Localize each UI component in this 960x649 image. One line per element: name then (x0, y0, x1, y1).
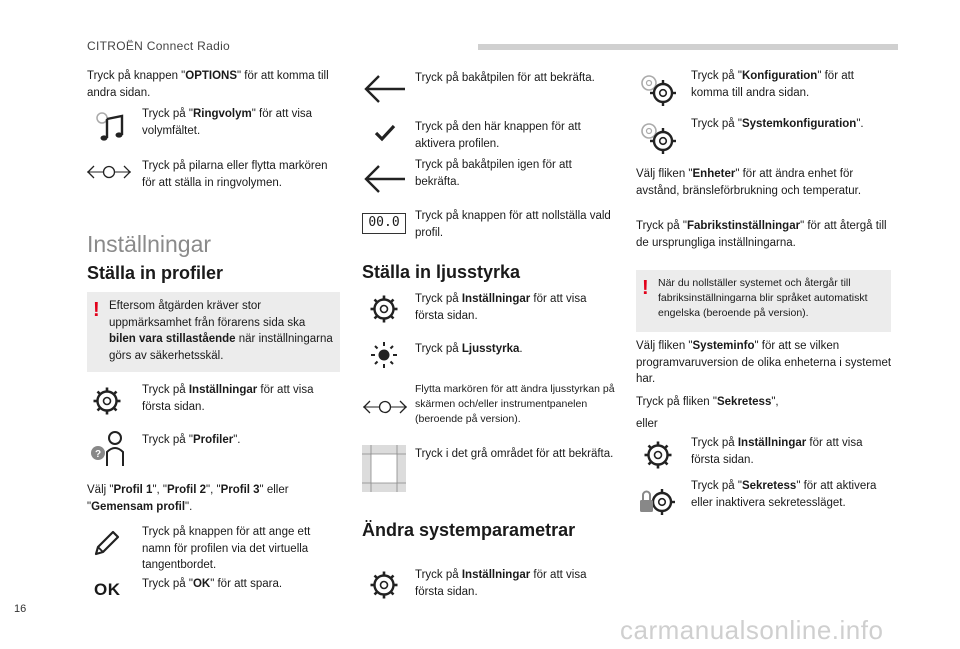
heading-brightness: Ställa in ljusstyrka (362, 262, 521, 282)
settings-gear-icon (641, 438, 675, 472)
watermark: carmanualsonline.info (620, 615, 884, 645)
header-rule (478, 44, 898, 50)
settings-gear-icon (367, 292, 401, 326)
section-title-settings: Inställningar (87, 231, 212, 257)
reset-profile-instruction: Tryck på knappen för att nollställa vald profil. (415, 210, 611, 239)
configuration-gears-icon (636, 70, 680, 110)
svg-text:?: ? (94, 449, 102, 460)
choose-profile-instruction: Välj "Profil 1", "Profil 2", "Profil 3" eller "Gemensam profil". (87, 484, 289, 513)
page-number: 16 (14, 603, 27, 615)
profile-user-icon (88, 428, 130, 468)
system-configuration-instruction: Tryck på "Systemkonfiguration". (691, 118, 864, 130)
privacy-instruction: Tryck på "Sekretess" för att aktivera eller inaktivera sekretessläget. (691, 480, 877, 509)
brightness-instruction: Tryck på Ljusstyrka. (415, 343, 523, 355)
back-arrow-icon (362, 72, 408, 106)
or-text: eller (636, 418, 658, 430)
name-profile-instruction: Tryck på knappen för att ange ett namn för profilen via det virtuella tangentbordet. (142, 526, 311, 572)
factory-settings-instruction: Tryck på "Fabrikstinställningar" för att återgå till de ursprungliga inställningarna. (636, 220, 887, 249)
ringtone-music-icon (90, 108, 130, 144)
system-configuration-gears-icon (636, 118, 680, 158)
back-confirm-instruction: Tryck på bakåtpilen för att bekräfta. (415, 72, 595, 84)
arrows-cursor-icon (360, 395, 410, 419)
settings-gear-icon (90, 384, 124, 418)
heading-system-parameters: Ändra systemparametrar (362, 520, 576, 540)
reset-counter-icon: 00.0 (362, 213, 406, 234)
checkmark-icon (372, 120, 398, 146)
grey-area-icon (362, 445, 406, 492)
settings-gear-icon (367, 568, 401, 602)
configuration-instruction: Tryck på "Konfiguration" för att komma till andra sidan. (691, 70, 855, 99)
warning-box (87, 292, 340, 372)
heading-set-profiles: Ställa in profiler (87, 263, 224, 283)
grey-area-instruction: Tryck i det grå området för att bekräfta. (415, 448, 614, 460)
privacy-settings-instruction: Tryck på Inställningar för att visa första sidan. (691, 437, 863, 466)
warning-icon: ! (642, 277, 649, 299)
arrows-cursor-icon (84, 160, 134, 184)
back-again-instruction: Tryck på bakåtpilen igen för att bekräfta. (415, 159, 572, 188)
system-info-instruction: Välj fliken "Systeminfo" för att se vilken programvaruversion de olika enheterna i systemet har. (636, 340, 892, 386)
ringvolym-instruction: Tryck på "Ringvolym" för att visa volymfältet. (142, 108, 313, 137)
ok-instruction: Tryck på "OK" för att spara. (142, 578, 283, 590)
running-header: CITROËN Connect Radio (87, 39, 231, 53)
brightness-sun-icon (367, 338, 401, 372)
warning-icon: ! (93, 299, 100, 321)
privacy-tab-instruction: Tryck på fliken "Sekretess", (636, 396, 779, 408)
arrows-instruction: Tryck på pilarna eller flytta markören för att ställa in ringvolymen. (142, 160, 328, 189)
cursor-brightness-instruction: Flytta markören för att ändra ljusstyrkan på skärmen och/eller instrumentpanelen (beroende på version). (415, 383, 615, 426)
units-instruction: Välj fliken "Enheter" för att ändra enhet för avstånd, bränsleförbrukning och temperatur. (636, 168, 862, 197)
settings-instruction: Tryck på Inställningar för att visa första sidan. (142, 384, 314, 413)
pencil-edit-icon (90, 526, 124, 560)
ok-button-icon: OK (94, 580, 121, 599)
profiler-instruction: Tryck på "Profiler". (142, 434, 241, 446)
back-arrow-icon (362, 162, 408, 196)
activate-profile-instruction: Tryck på den här knappen för att aktivera profilen. (415, 121, 581, 150)
warning-text: Eftersom åtgärden kräver stor uppmärksamhet från förarens sida ska bilen vara stillastående när inställningarna görs av säkerhetsskäl. (109, 300, 333, 363)
system-settings-instruction: Tryck på Inställningar för att visa första sidan. (415, 569, 587, 598)
reset-warning-box (636, 270, 891, 332)
reset-warning-text: När du nollställer systemet och återgår till fabriksinställningarna blir språket automatiskt engelska (beroende på version). (658, 277, 868, 320)
brightness-settings-instruction: Tryck på Inställningar för att visa första sidan. (415, 293, 587, 322)
privacy-lock-gear-icon (636, 482, 678, 520)
options-instruction: Tryck på knappen "OPTIONS" för att komma till andra sidan. (87, 70, 329, 99)
